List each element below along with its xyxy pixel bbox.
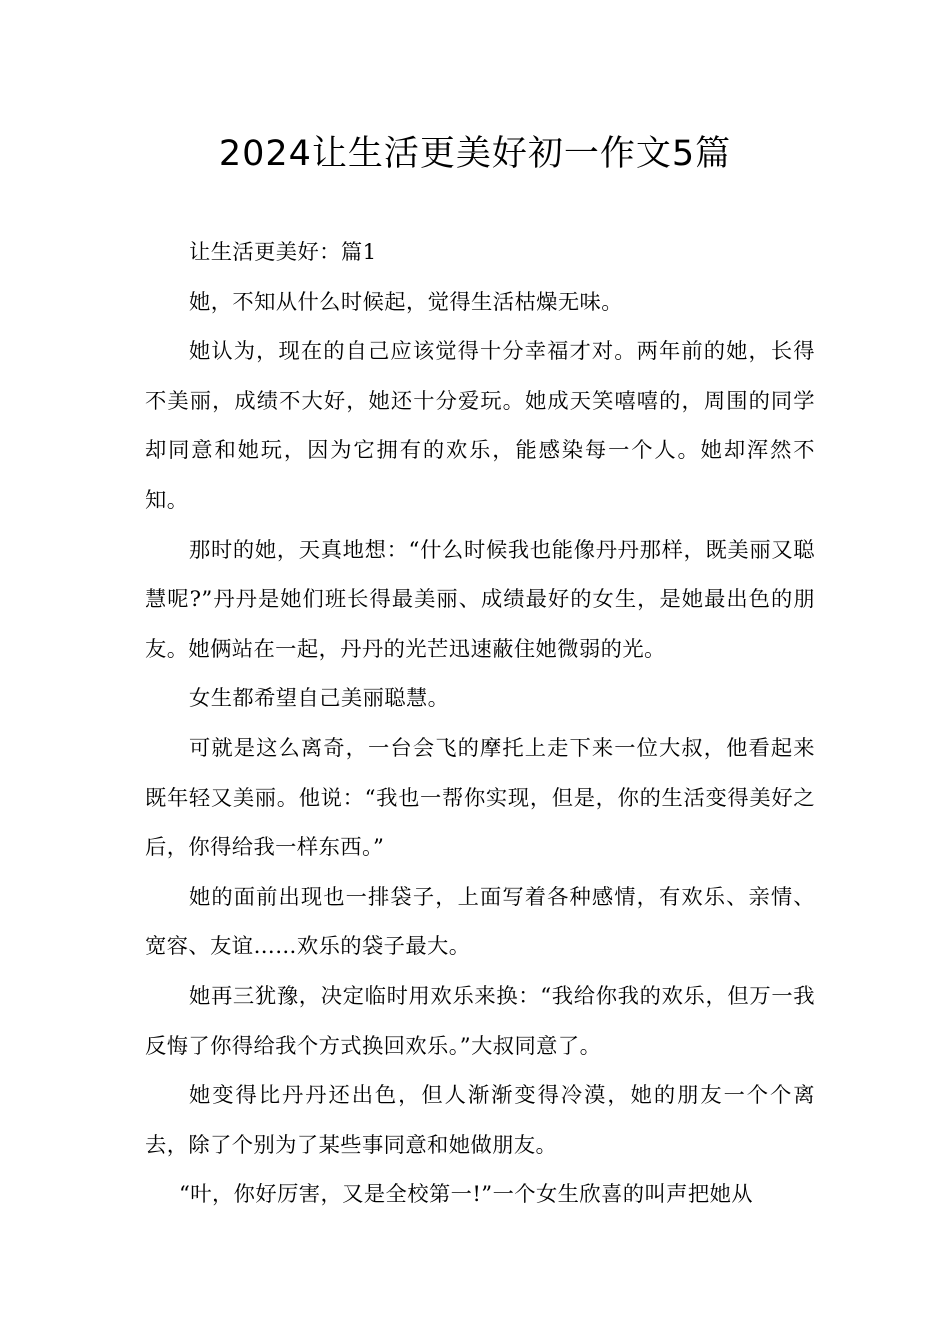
paragraph: 她，不知从什么时候起，觉得生活枯燥无味。 xyxy=(189,289,623,315)
paragraph: 可就是这么离奇，一台会飞的摩托上走下来一位大叔，他看起来既年轻又美丽。他说：“我也一帮你实现，但是，你的生活变得美好之后，你得给我一样东西。” xyxy=(145,735,815,861)
paragraph: 她再三犹豫，决定临时用欢乐来换：“我给你我的欢乐，但万一我反悔了你得给我个方式换回欢乐。”大叔同意了。 xyxy=(145,983,815,1059)
paragraph: 她的面前出现也一排袋子，上面写着各种感情，有欢乐、亲情、宽容、友谊……欢乐的袋子最大。 xyxy=(145,884,815,960)
paragraph: 那时的她，天真地想：“什么时候我也能像丹丹那样，既美丽又聪慧呢?”丹丹是她们班长得最美丽、成绩最好的女生，是她最出色的朋友。她俩站在一起，丹丹的光芒迅速蔽住她微弱的光。 xyxy=(145,537,815,662)
paragraph: “叶，你好厉害，又是全校第一!”一个女生欣喜的叫声把她从 xyxy=(179,1182,753,1208)
paragraph: 她变得比丹丹还出色，但人渐渐变得冷漠，她的朋友一个个离去，除了个别为了某些事同意和她做朋友。 xyxy=(145,1083,815,1158)
document-body xyxy=(145,228,815,1220)
section-heading: 让生活更美好：篇1 xyxy=(189,240,377,265)
paragraph: 她认为，现在的自己应该觉得十分幸福才对。两年前的她，长得不美丽，成绩不大好，她还十分爱玩。她成天笑嘻嘻的，周围的同学却同意和她玩，因为它拥有的欢乐，能感染每一个人。她却浑然不知。 xyxy=(145,339,815,513)
document-title: 2024让生活更美好初一作文5篇 xyxy=(218,134,732,174)
paragraph: 女生都希望自己美丽聪慧。 xyxy=(189,686,450,712)
